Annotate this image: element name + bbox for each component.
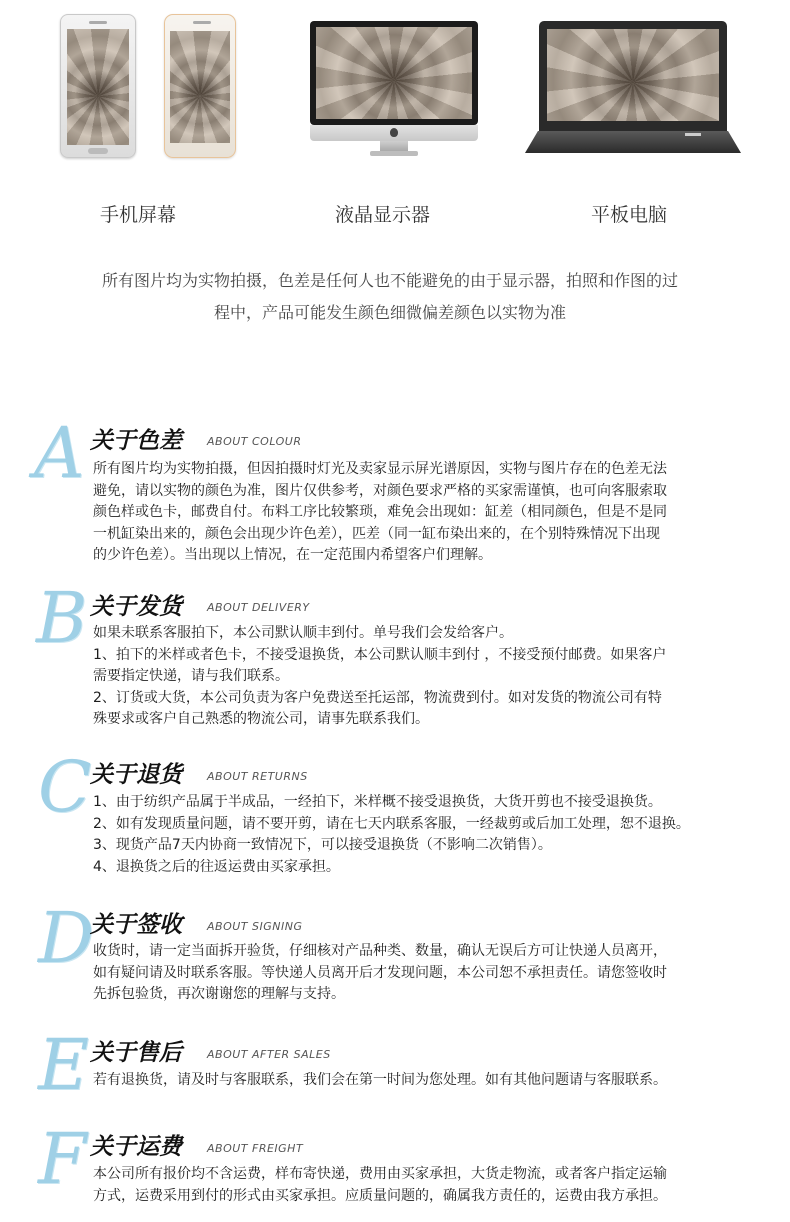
body-line: 4、退换货之后的往返运费由买家承担。 xyxy=(93,858,340,875)
fabric-swatch-image xyxy=(547,29,719,121)
fabric-swatch-image xyxy=(170,31,230,143)
apple-logo-icon xyxy=(390,128,398,137)
body-line: 本公司所有报价均不含运费，样布寄快递，费用由买家承担，大货走物流，或者客户指定运输 xyxy=(93,1166,667,1182)
section-subtitle-delivery: ABOUT DELIVERY xyxy=(207,601,310,614)
section-title-freight: 关于运费 xyxy=(90,1134,182,1160)
laptop-lid xyxy=(539,21,727,131)
body-line: 殊要求或客户自己熟悉的物流公司，请事先联系我们。 xyxy=(93,711,429,727)
section-subtitle-returns: ABOUT RETURNS xyxy=(207,770,308,783)
body-line: 所有图片均为实物拍摄，但因拍摄时灯光及卖家显示屏光谱原因，实物与图片存在的色差无法 xyxy=(93,461,667,477)
monitor-base xyxy=(370,151,418,156)
body-line: 若有退换货，请及时与客服联系，我们会在第一时间为您处理。如有其他问题请与客服联系。 xyxy=(93,1072,667,1088)
section-title-after-sales: 关于售后 xyxy=(90,1040,182,1066)
body-line: 3、现货产品7天内协商一致情况下，可以接受退换货（不影响二次销售）。 xyxy=(93,837,552,853)
device-label-monitor: 液晶显示器 xyxy=(335,204,431,226)
section-body-colour xyxy=(93,459,773,567)
body-line: 1、由于纺织产品属于半成品，一经拍下，米样概不接受退换货，大货开剪也不接受退换货。 xyxy=(93,794,662,810)
speaker-grille xyxy=(193,21,211,24)
body-line: 一机缸染出来的，颜色会出现少许色差），匹差（同一缸布染出来的，在个别特殊情况下出现 xyxy=(93,525,660,542)
fabric-swatch-image xyxy=(67,29,129,145)
section-letter-a: A xyxy=(34,412,85,494)
laptop-keyboard-deck xyxy=(525,131,741,153)
section-title-returns: 关于退货 xyxy=(90,762,182,788)
body-line: 的少许色差）。当出现以上情况，在一定范围内希望客户们理解。 xyxy=(93,547,492,563)
section-body-delivery xyxy=(93,623,773,731)
body-line: 2、订货或大货，本公司负责为客户免费送至托运部，物流费到付。如对发货的物流公司有特 xyxy=(93,689,662,706)
phone-illustration-gold xyxy=(164,14,236,158)
speaker-grille xyxy=(89,21,107,24)
device-label-phone: 手机屏幕 xyxy=(100,204,177,226)
body-line: 收货时，请一定当面拆开验货，仔细核对产品种类、数量，确认无误后方可让快递人员离开， xyxy=(93,943,667,959)
section-body-returns xyxy=(93,792,773,878)
laptop-logo-icon xyxy=(685,133,701,136)
device-label-tablet: 平板电脑 xyxy=(591,204,668,226)
monitor-bezel xyxy=(310,21,478,125)
section-body-signing xyxy=(93,941,773,1006)
body-line: 1、拍下的米样或者色卡，不接受退换货，本公司默认顺丰到付 ，不接受预付邮费。如果客户 xyxy=(93,646,667,663)
section-subtitle-freight: ABOUT FREIGHT xyxy=(207,1142,304,1155)
home-button xyxy=(88,148,108,154)
fabric-swatch-image xyxy=(316,27,472,119)
section-title-colour: 关于色差 xyxy=(90,428,182,454)
body-line: 如果未联系客服拍下，本公司默认顺丰到付。单号我们会发给客户。 xyxy=(93,625,513,641)
intro-line-1: 所有图片均为实物拍摄，色差是任何人也不能避免的由于显示器，拍照和作图的过 xyxy=(101,271,678,290)
section-letter-f: F xyxy=(38,1118,87,1200)
section-title-delivery: 关于发货 xyxy=(90,594,182,620)
body-line: 避免，请以实物的颜色为准，图片仅供参考，对颜色要求严格的买家需谨慎，也可向客服索取 xyxy=(93,482,667,499)
body-line: 先拆包验货，再次谢谢您的理解与支持。 xyxy=(93,986,345,1002)
section-subtitle-colour: ABOUT COLOUR xyxy=(207,435,302,448)
section-letter-d: D xyxy=(38,897,95,979)
body-line: 需要指定快递，请与我们联系。 xyxy=(93,668,289,684)
section-letter-c: C xyxy=(38,746,92,828)
body-line: 2、如有发现质量问题，请不要开剪，请在七天内联系客服，一经裁剪或后加工处理，恕不退换。 xyxy=(93,815,690,832)
body-line: 如有疑问请及时联系客服。等快递人员离开后才发现问题，本公司恕不承担责任。请您签收时 xyxy=(93,964,667,981)
section-letter-e: E xyxy=(38,1024,90,1106)
laptop-illustration xyxy=(525,21,741,157)
section-subtitle-after-sales: ABOUT AFTER SALES xyxy=(207,1048,331,1061)
section-body-after-sales xyxy=(93,1070,773,1092)
section-title-signing: 关于签收 xyxy=(90,912,182,938)
monitor-stand xyxy=(380,141,408,151)
section-subtitle-signing: ABOUT SIGNING xyxy=(207,920,303,933)
body-line: 方式，运费采用到付的形式由买家承担。应质量问题的，确属我方责任的，运费由我方承担。 xyxy=(93,1187,667,1204)
phone-illustration xyxy=(60,14,136,158)
section-letter-b: B xyxy=(36,577,88,659)
body-line: 颜色样或色卡，邮费自付。布料工序比较繁琐，难免会出现如：缸差（相同颜色，但是不是同 xyxy=(93,504,667,520)
intro-line-2: 程中，产品可能发生颜色细微偏差颜色以实物为准 xyxy=(213,303,566,322)
section-body-freight xyxy=(93,1164,773,1207)
monitor-illustration xyxy=(310,21,478,157)
